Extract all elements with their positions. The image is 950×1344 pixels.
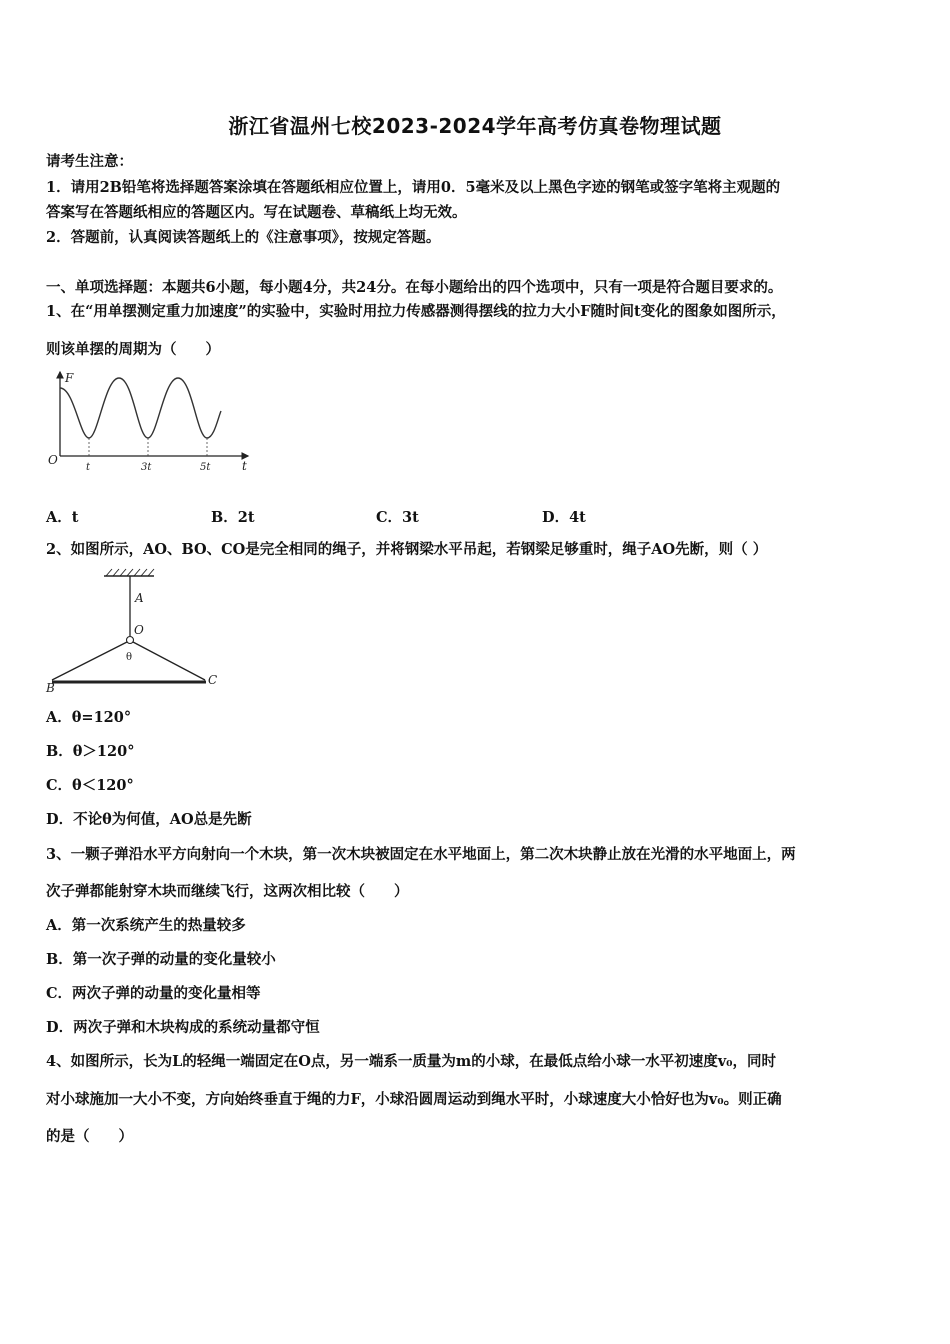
q2-option-d: D．不论θ为何值，AO总是先断 bbox=[46, 811, 252, 828]
q1-y-axis-label: F bbox=[65, 371, 74, 385]
q1-option-b: B．2t bbox=[211, 509, 255, 526]
q2-label-theta: θ bbox=[126, 652, 133, 663]
page-title: 浙江省温州七校2023-2024学年高考仿真卷物理试题 bbox=[228, 114, 722, 138]
q2-label-c: C bbox=[208, 673, 218, 687]
q1-stem-line-1: 1、在“用单摆测定重力加速度”的实验中，实验时用拉力传感器测得摆线的拉力大小F随时间t变化的图象如图所示， bbox=[46, 303, 786, 320]
q2-knot-o bbox=[127, 637, 134, 644]
q1-force-time-graph bbox=[40, 366, 260, 478]
q1-option-a: A．t bbox=[46, 509, 79, 526]
q1-tick-label: 5t bbox=[200, 462, 211, 473]
q1-force-curve bbox=[60, 378, 221, 438]
q2-option-c: C．θ＜120° bbox=[46, 777, 134, 794]
notice-line-1: 1．请用2B铅笔将选择题答案涂填在答题纸相应位置上，请用0．5毫米及以上黑色字迹的钢笔或签字笔将主观题的 bbox=[46, 179, 781, 196]
q1-stem-line-2: 则该单摆的周期为（ ） bbox=[46, 341, 220, 358]
q2-rope-bo bbox=[52, 642, 127, 680]
q3-option-b: B．第一次子弹的动量的变化量较小 bbox=[46, 951, 276, 968]
q3-stem-line-1: 3、一颗子弹沿水平方向射向一个木块，第一次木块被固定在水平地面上，第二次木块静止放在光滑的水平地面上，两 bbox=[46, 846, 796, 863]
q2-label-a: A bbox=[135, 591, 144, 605]
notice-line-2: 2．答题前，认真阅读答题纸上的《注意事项》，按规定答题。 bbox=[46, 229, 441, 246]
section-heading: 一、单项选择题：本题共6小题，每小题4分，共24分。在每小题给出的四个选项中，只有一项是符合题目要求的。 bbox=[46, 279, 783, 296]
q1-option-d: D．4t bbox=[542, 509, 586, 526]
q2-option-b: B．θ＞120° bbox=[46, 743, 135, 760]
q2-stem: 2、如图所示，AO、BO、CO是完全相同的绳子，并将钢梁水平吊起，若钢梁足够重时，绳子AO先断，则（ ） bbox=[46, 541, 768, 558]
q1-x-axis-label: t bbox=[242, 459, 247, 473]
q2-rope-co bbox=[133, 642, 205, 680]
q2-rope-beam-figure bbox=[40, 564, 240, 696]
q4-stem-line-1: 4、如图所示，长为L的轻绳一端固定在O点，另一端系一质量为m的小球，在最低点给小球一水平初速度v₀，同时 bbox=[46, 1053, 777, 1070]
q3-option-d: D．两次子弹和木块构成的系统动量都守恒 bbox=[46, 1019, 320, 1036]
notice-line-1b: 答案写在答题纸相应的答题区内。写在试题卷、草稿纸上均无效。 bbox=[46, 204, 467, 221]
q4-stem-line-3: 的是（ ） bbox=[46, 1128, 133, 1145]
q1-tick-label: 3t bbox=[141, 462, 152, 473]
q1-option-c: C．3t bbox=[376, 509, 419, 526]
q3-option-a: A．第一次系统产生的热量较多 bbox=[46, 917, 246, 934]
q3-stem-line-2: 次子弹都能射穿木块而继续飞行，这两次相比较（ ） bbox=[46, 883, 409, 900]
q4-stem-line-2: 对小球施加一大小不变，方向始终垂直于绳的力F，小球沿圆周运动到绳水平时，小球速度大小恰好也为v₀。则正确 bbox=[46, 1091, 782, 1108]
q2-option-a: A．θ=120° bbox=[46, 709, 132, 726]
q1-tick-label: t bbox=[86, 462, 91, 473]
notice-heading: 请考生注意： bbox=[46, 153, 133, 170]
q2-label-b: B bbox=[46, 681, 55, 695]
q2-label-o: O bbox=[134, 623, 144, 637]
q3-option-c: C．两次子弹的动量的变化量相等 bbox=[46, 985, 261, 1002]
q1-origin-label: O bbox=[48, 453, 58, 467]
